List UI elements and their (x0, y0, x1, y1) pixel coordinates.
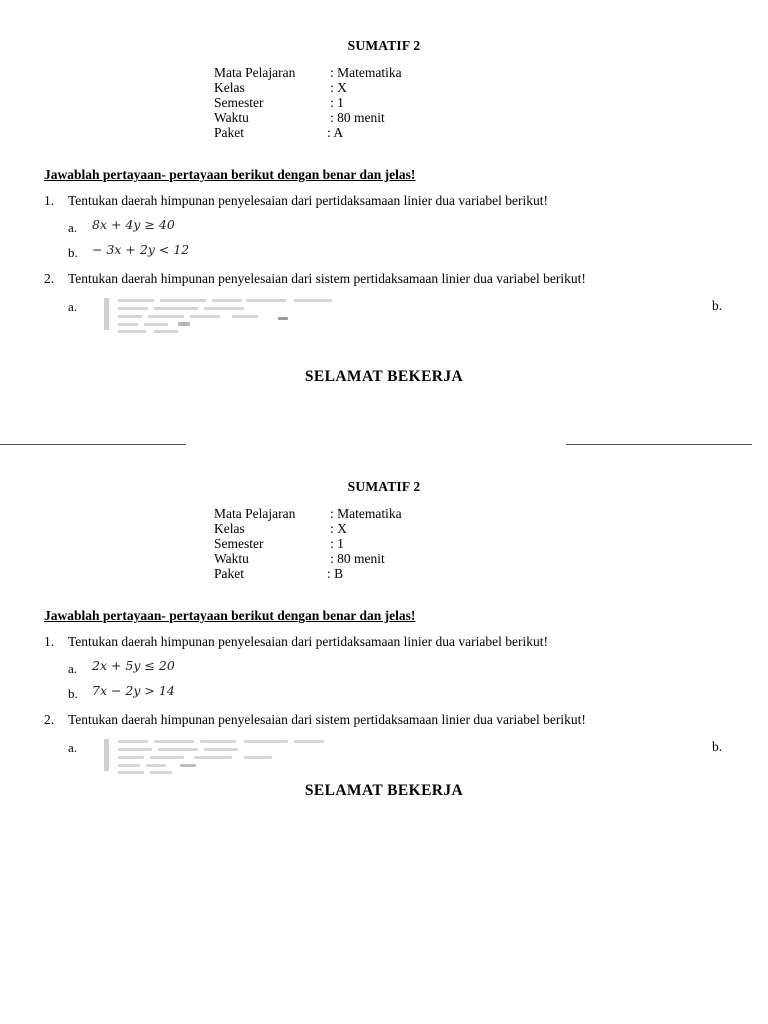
inequality-operator: < (158, 242, 170, 257)
inequality-operator: > (144, 683, 155, 698)
question-number: 1. (44, 634, 55, 649)
inequality-rhs: 12 (173, 242, 190, 257)
question-number: 2. (44, 712, 55, 727)
info-label: Mata Pelajaran (214, 65, 296, 80)
question-1-item-b (68, 242, 190, 261)
inequality (92, 217, 175, 232)
inequality-lhs: 8x + 4y (92, 217, 141, 232)
inequality-rhs: 40 (158, 217, 175, 232)
info-value: : B (327, 566, 344, 581)
item-letter: a. (68, 220, 78, 235)
info-label: Kelas (214, 521, 245, 536)
inequality-lhs: 2x + 5y (92, 658, 141, 673)
sheet-title: SUMATIF 2 (347, 38, 421, 53)
item-letter: b. (68, 686, 78, 701)
inequality-lhs: 7x − 2y (92, 683, 141, 698)
info-label: Semester (214, 536, 264, 551)
info-label: Mata Pelajaran (214, 506, 296, 521)
info-label: Paket (214, 566, 244, 581)
info-label: Waktu (214, 551, 249, 566)
item-letter: b. (68, 245, 78, 260)
question-1-item-b (68, 683, 175, 702)
question-1 (44, 634, 548, 650)
info-value: : X (330, 521, 347, 536)
info-value: : 1 (330, 536, 344, 551)
question-text: Tentukan daerah himpunan penyelesaian dari pertidaksamaan linier dua variabel berikut! (68, 634, 548, 649)
info-value: : Matematika (330, 65, 402, 80)
info-label: Kelas (214, 80, 245, 95)
inequality-operator: ≤ (144, 658, 155, 673)
question-1-item-a (68, 658, 175, 677)
question-2-option-a (68, 740, 92, 756)
question-2 (44, 271, 586, 287)
instruction: Jawablah pertayaan- pertayaan berikut dengan benar dan jelas! (44, 167, 416, 182)
inequality (92, 658, 175, 673)
closing-text: SELAMAT BEKERJA (304, 368, 464, 385)
inequality-rhs: 20 (158, 658, 175, 673)
blurred-inequality-system-image (104, 296, 334, 334)
question-2-option-b: b. (712, 739, 723, 754)
blurred-inequality-system-image (104, 737, 334, 775)
info-value: : A (327, 125, 344, 140)
question-text: Tentukan daerah himpunan penyelesaian dari sistem pertidaksamaan linier dua variabel berikut! (68, 712, 586, 727)
question-1-item-a (68, 217, 175, 236)
info-label: Paket (214, 125, 244, 140)
item-letter: a. (68, 740, 78, 755)
sheet-title: SUMATIF 2 (347, 479, 421, 494)
question-number: 1. (44, 193, 55, 208)
inequality (92, 242, 189, 257)
page-divider-right (566, 444, 752, 445)
info-value: : 80 menit (330, 551, 385, 566)
page-divider-left (0, 444, 186, 445)
question-2 (44, 712, 586, 728)
item-letter: a. (68, 299, 78, 314)
info-value: : Matematika (330, 506, 402, 521)
question-number: 2. (44, 271, 55, 286)
info-label: Waktu (214, 110, 249, 125)
info-label: Semester (214, 95, 264, 110)
question-1 (44, 193, 548, 209)
inequality-rhs: 14 (158, 683, 175, 698)
question-2-option-b: b. (712, 298, 723, 313)
inequality-operator: ≥ (144, 217, 155, 232)
closing-text: SELAMAT BEKERJA (304, 782, 464, 799)
info-value: : X (330, 80, 347, 95)
inequality (92, 683, 175, 698)
info-value: : 80 menit (330, 110, 385, 125)
info-value: : 1 (330, 95, 344, 110)
question-text: Tentukan daerah himpunan penyelesaian dari pertidaksamaan linier dua variabel berikut! (68, 193, 548, 208)
inequality-lhs: − 3x + 2y (92, 242, 155, 257)
question-text: Tentukan daerah himpunan penyelesaian dari sistem pertidaksamaan linier dua variabel berikut! (68, 271, 586, 286)
instruction: Jawablah pertayaan- pertayaan berikut dengan benar dan jelas! (44, 608, 416, 623)
item-letter: a. (68, 661, 78, 676)
question-2-option-a (68, 299, 92, 315)
